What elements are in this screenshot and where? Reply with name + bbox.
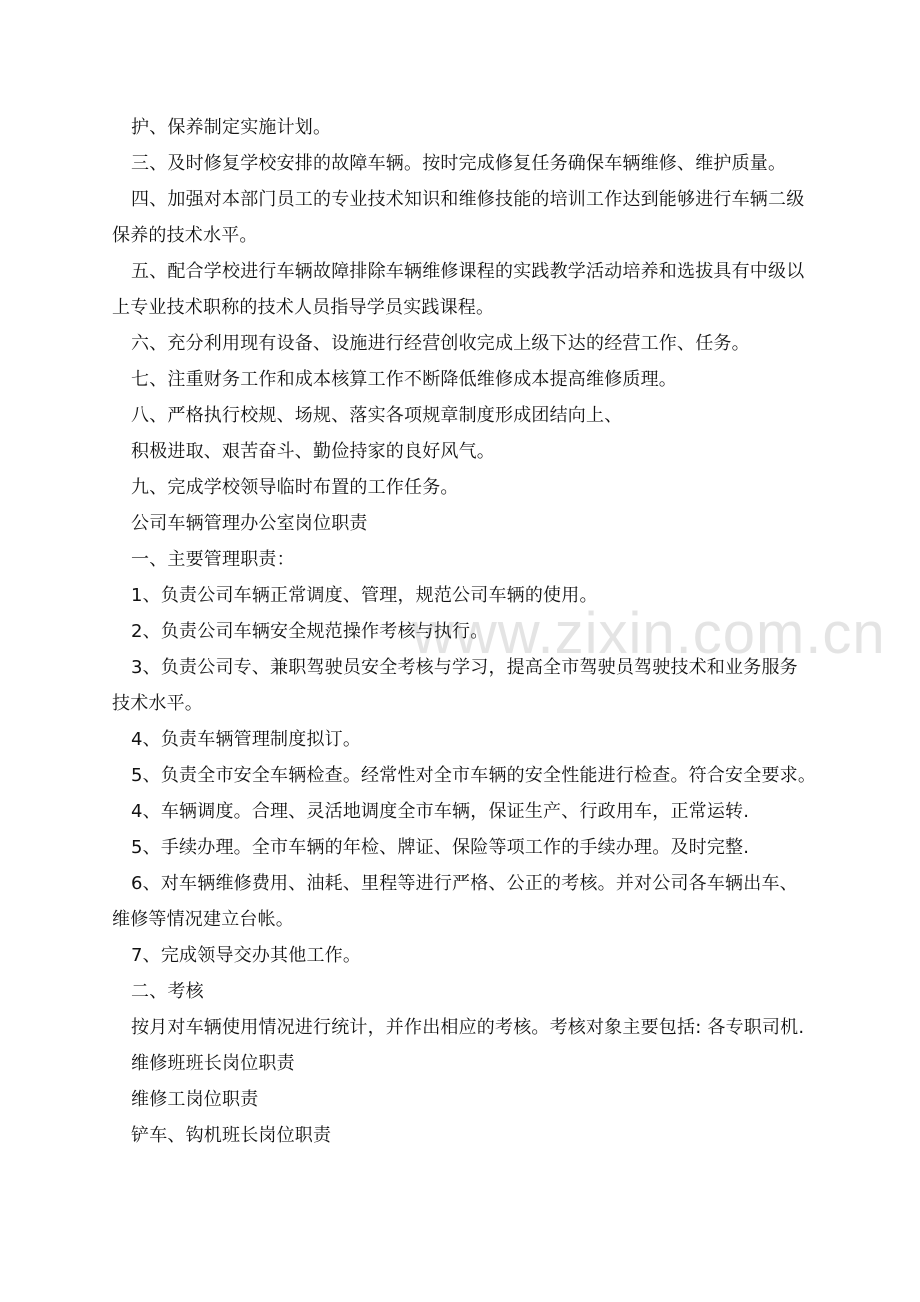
paragraph-line: 1、负责公司车辆正常调度、管理，规范公司车辆的使用。 — [131, 585, 598, 606]
paragraph-line: 四、加强对本部门员工的专业技术知识和维修技能的培训工作达到能够进行车辆二级 — [131, 189, 805, 210]
watermark: www.zixin.com.cn — [412, 601, 886, 666]
paragraph-line: 三、及时修复学校安排的故障车辆。按时完成修复任务确保车辆维修、维护质量。 — [131, 153, 787, 174]
paragraph-line: 7、完成领导交办其他工作。 — [131, 945, 362, 966]
paragraph-line: 上专业技术职称的技术人员指导学员实践课程。 — [112, 297, 495, 318]
paragraph-line: 3、负责公司专、兼职驾驶员安全考核与学习，提高全市驾驶员驾驶技术和业务服务 — [131, 657, 798, 678]
paragraph-line: 积极进取、艰苦奋斗、勤俭持家的良好风气。 — [131, 441, 495, 462]
subsection-heading: 一、主要管理职责： — [131, 549, 295, 570]
paragraph-line: 八、严格执行校规、场规、落实各项规章制度形成团结向上、 — [131, 405, 623, 426]
paragraph-line: 6、对车辆维修费用、油耗、里程等进行严格、公正的考核。并对公司各车辆出车、 — [131, 873, 798, 894]
paragraph-line: 五、配合学校进行车辆故障排除车辆维修课程的实践教学活动培养和选拔具有中级以 — [131, 261, 805, 282]
subsection-heading: 二、考核 — [131, 981, 204, 1002]
document-body — [112, 110, 832, 1154]
section-heading: 公司车辆管理办公室岗位职责 — [131, 513, 368, 534]
paragraph-line: 技术水平。 — [112, 693, 203, 714]
paragraph-line: 4、车辆调度。合理、灵活地调度全市车辆，保证生产、行政用车，正常运转. — [131, 801, 750, 822]
paragraph-line: 按月对车辆使用情况进行统计，并作出相应的考核。考核对象主要包括: 各专职司机. — [131, 1017, 805, 1038]
paragraph-line: 护、保养制定实施计划。 — [131, 117, 332, 138]
paragraph-line: 2、负责公司车辆安全规范操作考核与执行。 — [131, 621, 489, 642]
paragraph-line: 七、注重财务工作和成本核算工作不断降低维修成本提高维修质理。 — [131, 369, 677, 390]
section-heading: 铲车、钩机班长岗位职责 — [131, 1125, 332, 1146]
section-heading: 维修班班长岗位职责 — [131, 1053, 295, 1074]
paragraph-line: 5、负责全市安全车辆检查。经常性对全市车辆的安全性能进行检查。符合安全要求。 — [131, 765, 817, 786]
paragraph-line: 维修等情况建立台帐。 — [112, 909, 294, 930]
paragraph-line: 5、手续办理。全市车辆的年检、牌证、保险等项工作的手续办理。及时完整. — [131, 837, 750, 858]
paragraph-line: 六、充分利用现有设备、设施进行经营创收完成上级下达的经营工作、任务。 — [131, 333, 750, 354]
section-heading: 维修工岗位职责 — [131, 1089, 259, 1110]
paragraph-line: 保养的技术水平。 — [112, 225, 258, 246]
paragraph-line: 4、负责车辆管理制度拟订。 — [131, 729, 362, 750]
paragraph-line: 九、完成学校领导临时布置的工作任务。 — [131, 477, 459, 498]
